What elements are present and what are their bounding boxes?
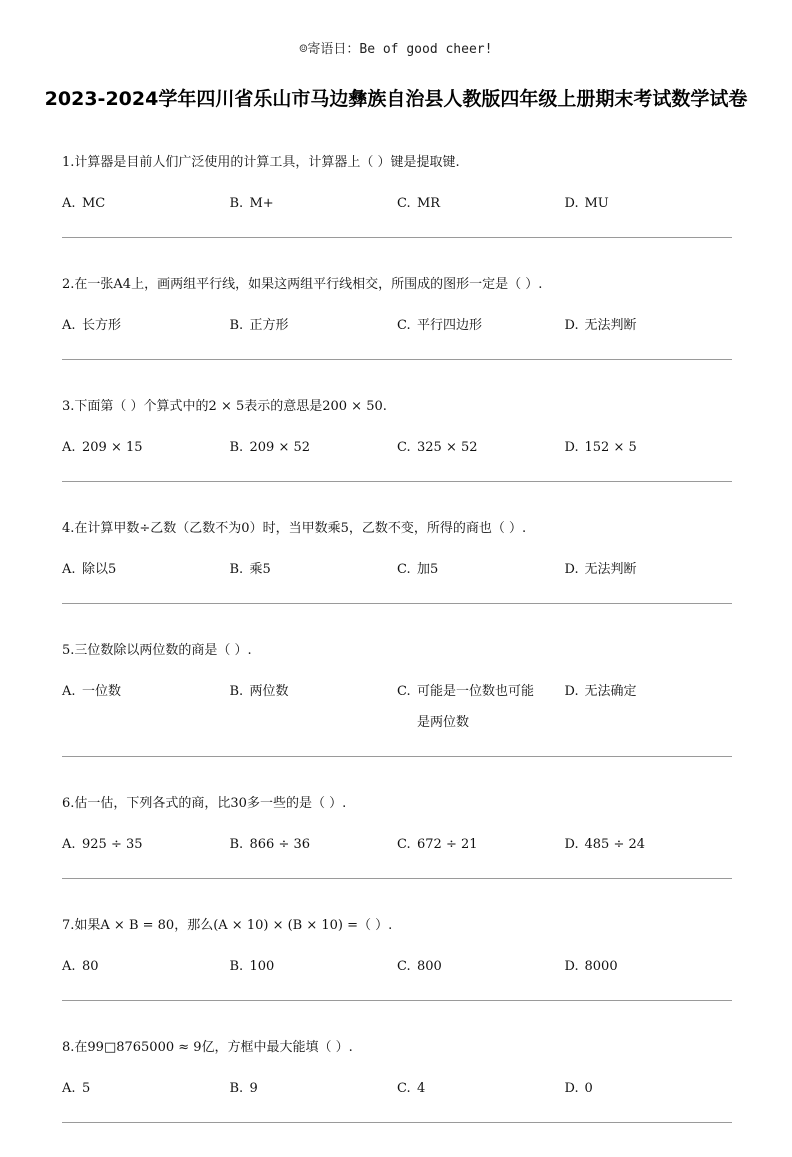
- option-letter: D.: [564, 318, 579, 333]
- question-4: [62, 516, 732, 604]
- option-c: [397, 829, 565, 860]
- option-text: 925 ÷ 35: [82, 837, 143, 852]
- option-text: 平行四边形: [417, 318, 483, 333]
- option-text: 209 × 52: [249, 440, 311, 455]
- option-letter: B.: [229, 959, 244, 974]
- option-letter: D.: [564, 959, 579, 974]
- question-7: [62, 913, 732, 1001]
- question-stem: 7.如果A × B = 80，那么(A × 10) × (B × 10) =（ ）.: [62, 918, 393, 933]
- option-a: [62, 1073, 230, 1104]
- option-d: [565, 554, 733, 585]
- option-row: [62, 817, 732, 878]
- option-row: [62, 542, 732, 603]
- option-letter: B.: [229, 440, 244, 455]
- option-c: [397, 432, 565, 463]
- option-b: [230, 188, 398, 219]
- option-letter: A.: [62, 684, 76, 699]
- question-stem: 1.计算器是目前人们广泛使用的计算工具，计算器上（ ）键是提取键.: [62, 155, 460, 170]
- option-letter: C.: [397, 440, 411, 455]
- option-row: [62, 664, 732, 756]
- option-letter: B.: [229, 196, 244, 211]
- option-text: 9: [249, 1081, 258, 1096]
- question-5: [62, 638, 732, 757]
- option-b: [230, 676, 398, 738]
- option-text: MC: [82, 196, 106, 211]
- option-a: [62, 310, 230, 341]
- option-c: [397, 676, 565, 738]
- option-text: 8000: [584, 959, 618, 974]
- question-stem: 2.在一张A4上，画两组平行线，如果这两组平行线相交，所围成的图形一定是（ ）.: [62, 277, 543, 292]
- option-letter: D.: [564, 684, 579, 699]
- option-b: [230, 554, 398, 585]
- option-letter: B.: [229, 318, 244, 333]
- option-b: [230, 1073, 398, 1104]
- option-c: [397, 554, 565, 585]
- option-text: 无法判断: [584, 318, 637, 333]
- option-letter: A.: [62, 837, 76, 852]
- option-text: 5: [82, 1081, 91, 1096]
- option-b: [230, 829, 398, 860]
- option-b: [230, 310, 398, 341]
- option-letter: D.: [564, 196, 579, 211]
- option-c: [397, 310, 565, 341]
- option-text: 正方形: [249, 318, 289, 333]
- option-text: 0: [584, 1081, 593, 1096]
- option-letter: C.: [397, 562, 411, 577]
- option-text: MR: [417, 196, 441, 211]
- option-a: [62, 676, 230, 738]
- option-d: [565, 829, 733, 860]
- option-a: [62, 554, 230, 585]
- option-letter: D.: [564, 562, 579, 577]
- question-6: [62, 791, 732, 879]
- option-letter: C.: [397, 837, 411, 852]
- option-text: 加5: [417, 562, 439, 577]
- option-letter: B.: [229, 1081, 244, 1096]
- option-text: 152 × 5: [584, 440, 637, 455]
- option-letter: B.: [229, 562, 244, 577]
- option-letter: C.: [397, 959, 411, 974]
- question-8: [62, 1035, 732, 1123]
- option-text: 无法判断: [584, 562, 637, 577]
- option-text: 100: [249, 959, 275, 974]
- option-letter: A.: [62, 318, 76, 333]
- option-text: 长方形: [82, 318, 122, 333]
- page-title: 2023-2024学年四川省乐山市马边彝族自治县人教版四年级上册期末考试数学试卷: [44, 88, 748, 110]
- option-letter: A.: [62, 1081, 76, 1096]
- option-text: 4: [417, 1081, 426, 1096]
- option-d: [565, 951, 733, 982]
- option-d: [565, 432, 733, 463]
- option-letter: A.: [62, 959, 76, 974]
- option-text: M+: [249, 196, 274, 211]
- option-text: 80: [82, 959, 99, 974]
- option-row: [62, 420, 732, 481]
- option-letter: A.: [62, 440, 76, 455]
- option-letter: A.: [62, 196, 76, 211]
- question-stem: 8.在99□8765000 ≈ 9亿，方框中最大能填（ ）.: [62, 1040, 353, 1055]
- option-text: 485 ÷ 24: [584, 837, 646, 852]
- option-c: [397, 951, 565, 982]
- option-d: [565, 188, 733, 219]
- option-letter: C.: [397, 684, 411, 699]
- option-text: 一位数: [82, 684, 122, 699]
- page-motto: ☺寄语日：Be of good cheer!: [299, 42, 493, 57]
- option-b: [230, 432, 398, 463]
- option-a: [62, 188, 230, 219]
- option-text: 325 × 52: [417, 440, 478, 455]
- option-text: 可能是一位数也可能是两位数: [417, 684, 535, 730]
- question-stem: 4.在计算甲数÷乙数（乙数不为0）时，当甲数乘5，乙数不变，所得的商也（ ）.: [62, 521, 527, 536]
- option-letter: D.: [564, 837, 579, 852]
- option-row: [62, 176, 732, 237]
- option-a: [62, 829, 230, 860]
- option-row: [62, 298, 732, 359]
- option-b: [230, 951, 398, 982]
- option-letter: C.: [397, 1081, 411, 1096]
- option-letter: C.: [397, 318, 411, 333]
- option-text: 866 ÷ 36: [249, 837, 311, 852]
- option-row: [62, 1061, 732, 1122]
- question-list: [62, 150, 732, 1157]
- option-text: 除以5: [82, 562, 117, 577]
- option-letter: D.: [564, 440, 579, 455]
- option-a: [62, 432, 230, 463]
- option-text: 672 ÷ 21: [417, 837, 478, 852]
- option-text: 无法确定: [584, 684, 637, 699]
- option-text: MU: [584, 196, 609, 211]
- option-letter: B.: [229, 837, 244, 852]
- option-a: [62, 951, 230, 982]
- question-stem: 5.三位数除以两位数的商是（ ）.: [62, 643, 252, 658]
- option-text: 两位数: [249, 684, 289, 699]
- option-text: 209 × 15: [82, 440, 143, 455]
- option-row: [62, 939, 732, 1000]
- option-d: [565, 676, 733, 738]
- option-d: [565, 1073, 733, 1104]
- option-text: 800: [417, 959, 442, 974]
- option-text: 乘5: [249, 562, 271, 577]
- option-c: [397, 1073, 565, 1104]
- question-2: [62, 272, 732, 360]
- question-1: [62, 150, 732, 238]
- option-letter: D.: [564, 1081, 579, 1096]
- question-3: [62, 394, 732, 482]
- option-letter: B.: [229, 684, 244, 699]
- option-c: [397, 188, 565, 219]
- question-stem: 6.估一估，下列各式的商，比30多一些的是（ ）.: [62, 796, 347, 811]
- option-letter: A.: [62, 562, 76, 577]
- option-d: [565, 310, 733, 341]
- question-stem: 3.下面第（ ）个算式中的2 × 5表示的意思是200 × 50.: [62, 399, 387, 414]
- option-letter: C.: [397, 196, 411, 211]
